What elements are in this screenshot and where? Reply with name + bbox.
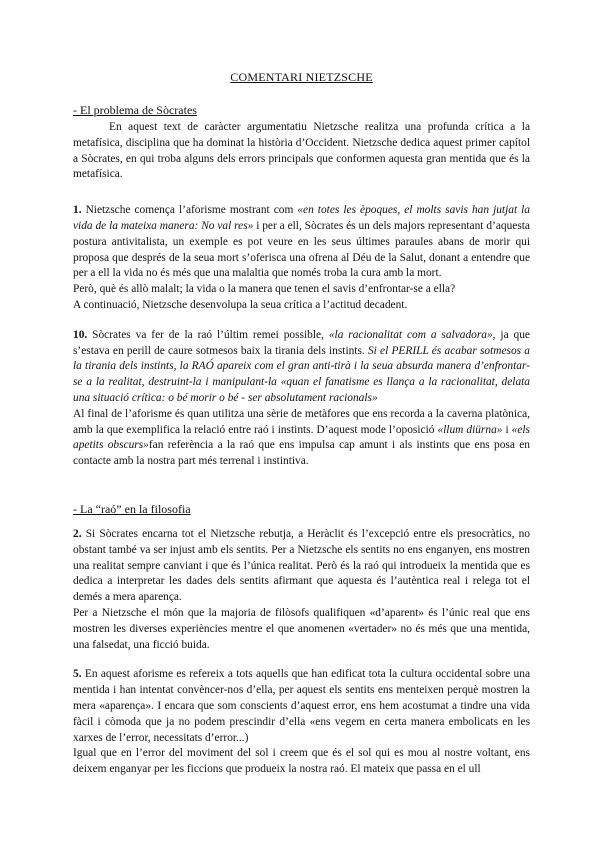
quote: «la racionalitat com a salvadora»,	[328, 328, 496, 341]
text-run: Nietzsche comença l’aforisme mostrant com	[81, 204, 298, 217]
intro-paragraph: En aquest text de caràcter argumentatiu Nietzsche realitza una profunda crítica a la metafísica, disciplina que ha dominat la història d’Occident. Nietzsche dedica aquest primer capítol a Sòcrates, en qui troba alguns dels errors principals que conformen aquesta gran mentida que és la metafísica.	[73, 121, 530, 181]
text-run: Al final de l’aforisme és quan utilitza una sèrie de metàfores que ens recorda a la caverna platònica, amb la que exemplifica la relació entre raó i instints. D’aquest mode l’oposició	[73, 407, 530, 436]
paragraph-number: 10.	[73, 328, 88, 341]
text-run: Si Sòcrates encarna tot el Nietzsche rebutja, a Heràclit és l’excepció entre els presocràtics, no obstant també va ser injust amb els sentits. Per a Nietzsche els sentits no ens enganyen, ens mostren una realitat sempre canviant i que és l’única realitat. Però és la raó qui introdueix la mentida que es dedica a interpretar les dades dels sentits afirmant que aquesta és l’autèntica real i relega tot el demés a mera aparença.	[73, 527, 530, 604]
document-title: COMENTARI NIETZSCHE	[230, 70, 373, 84]
quote: Si el PERILL és acabar sotmesos a la tirania dels instints, la RAÓ apareix com el gran anti-tirà i la seua absurda manera d’enfrontar-se a la realitat, destruint-la i manipulant-la «quan el fanatisme es llança a la racionalitat, delata una situació crítica: o bé morir o bé - ser absolutament racionals»	[73, 344, 531, 404]
paragraph-5-continuation: Igual que en l’error del moviment del sol i creem que és el sol qui es mou al nostre voltant, ens deixem enganyar per les ficcions que produeix la nostra raó. El mateix que passa en el ull	[73, 747, 530, 776]
text-run: fan referència a la raó que ens impulsa cap amunt i als instints que ens posa en contacte amb la nostra part més terrenal i instintiva.	[73, 439, 530, 468]
quote: «en totes les èpoques, el molts savis han jutjat la vida de la mateixa manera: No val res»	[73, 204, 530, 232]
quote: «llum diürna»	[437, 423, 503, 436]
paragraph-1	[73, 203, 530, 282]
text-run: En aquest aforisme es refereix a tots aquells que han edificat tota la cultura occidental sobre una mentida i han intentat convèncer-nos d’ella, per aquest els sentits ens menteixen perquè mostren la mera «aparença». I encara que som conscients d’aquest error, ens hem acostumat a tindre una vida fàcil i còmoda que ja no podem prescindir d’ella «ens vegem en certa manera embolicats en les xarxes de l’error, necessitats d’error...)	[73, 668, 530, 744]
paragraph-number: 5.	[73, 668, 82, 681]
text-run: Sòcrates va fer de la raó l’últim remei possible,	[87, 328, 329, 341]
section-heading-socrates: - El problema de Sòcrates	[73, 103, 197, 117]
paragraph-1-question: Però, què és allò malalt; la vida o la manera que tenen el savis d’enfrontar-se a ella?	[73, 283, 456, 296]
paragraph-10-conclusion	[73, 407, 530, 470]
paragraph-1-continuation: A continuació, Nietzsche desenvolupa la seua crítica a l’actitud decadent.	[73, 298, 408, 311]
paragraph-2	[73, 527, 530, 606]
paragraph-number: 1.	[73, 204, 82, 217]
section-heading-reason: - La “raó” en la filosofia	[73, 501, 191, 516]
paragraph-number: 2.	[73, 527, 82, 540]
paragraph-2-continuation: Per a Nietzsche el món que la majoria de filòsofs qualifiquen «d’aparent» és l’únic real que ens mostren les diverses experiències mentre el que anomenen «vertader» no és més que una mentida, una falsedat, una ficció buida.	[73, 606, 530, 651]
paragraph-10	[73, 328, 530, 407]
paragraph-5	[73, 667, 530, 746]
text-run: i	[502, 423, 512, 436]
text-run: ja que s’estava en perill de caure sotmesos baix la tirania dels instints.	[73, 328, 530, 357]
text-run: i per a ell, Sòcrates és un dels majors representant d’aquesta postura antivitalista, un exemple es pot veure en les seus últimes paraules abans de morir qui proposa que després de la seua mort s’oferisca una ofrena al Déu de la Salut, donant a entendre que per a ell la vida no és més que una malaltia que només troba la cura amb la mort.	[73, 219, 530, 280]
quote: «els apetits obscurs»	[73, 423, 530, 452]
